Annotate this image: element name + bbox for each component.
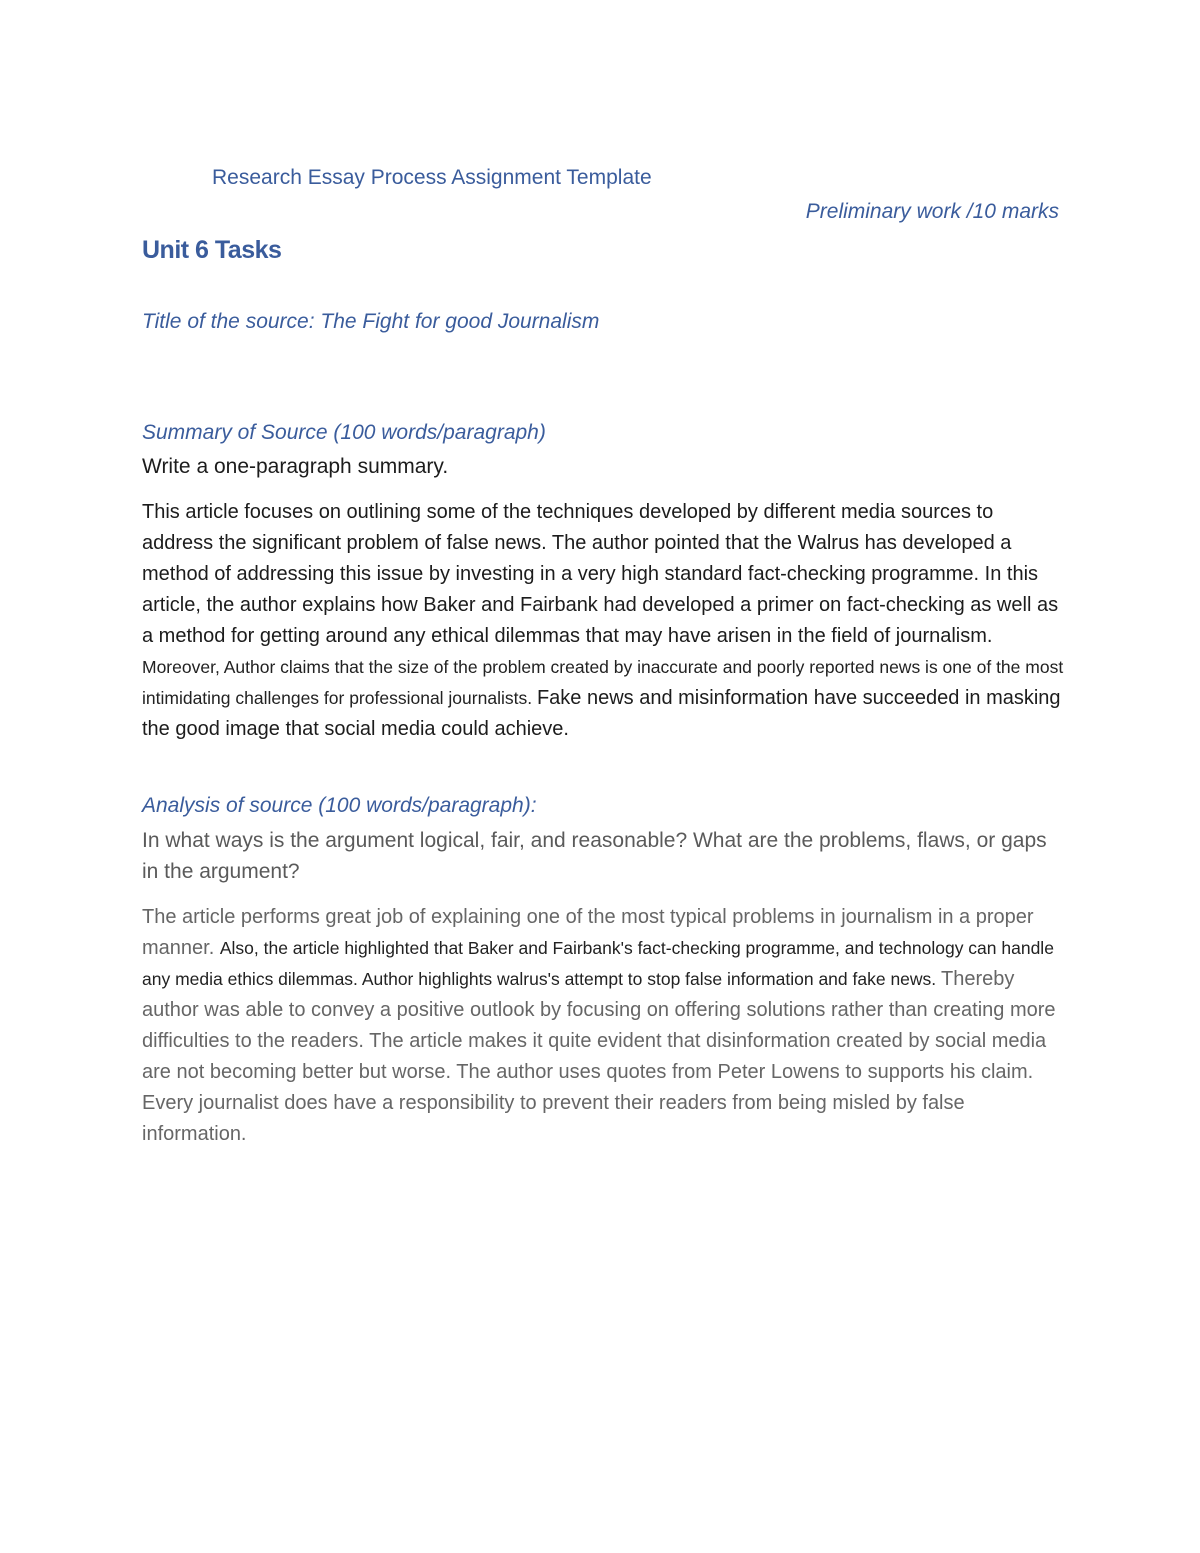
analysis-section-label: Analysis of source (100 words/paragraph):	[142, 794, 537, 817]
analysis-text-part: Thereby author was able to convey a positive outlook by focusing on offering solutions rather than creating more difficulties to the readers. The article makes it quite evident that disinformation created by social media are not becoming better but worse. The author uses quotes from Peter Lowens to supports his claim. Every journalist does have a responsibility to prevent their readers from being misled by false information.	[142, 968, 1056, 1145]
summary-paragraph	[142, 497, 1067, 745]
summary-text-part: This article focuses on outlining some of the techniques developed by different media sources to address the significant problem of false news. The author pointed that the Walrus has developed a method of addressing this issue by investing in a very high standard fact-checking programme. In this article, the author explains how Baker and Fairbank had developed a primer on fact-checking as well as a method for getting around any ethical dilemmas that may have arisen in the field of journalism.	[142, 501, 1059, 647]
summary-section-label: Summary of Source (100 words/paragraph)	[142, 421, 546, 444]
summary-text-part: Fake news and misinformation have succeeded in masking the good image that social media could achieve.	[142, 687, 1061, 740]
source-title: Title of the source: The Fight for good Journalism	[142, 310, 600, 333]
analysis-prompt: In what ways is the argument logical, fair, and reasonable? What are the problems, flaws, or gaps in the argument?	[142, 829, 1047, 883]
unit-heading: Unit 6 Tasks	[142, 236, 282, 264]
analysis-text-part: The article performs great job of explaining one of the most typical problems in journalism in a proper manner.	[142, 906, 1034, 959]
analysis-text-part: Also, the article highlighted that Baker and Fairbank's fact-checking programme, and technology can handle any media ethics dilemmas. Author highlights walrus's attempt to stop false information and fake news.	[142, 938, 1054, 989]
summary-prompt: Write a one-paragraph summary.	[142, 455, 449, 478]
summary-text-part: Moreover, Author claims that the size of the problem created by inaccurate and poorly reported news is one of the most intimidating challenges for professional journalists.	[142, 657, 1064, 708]
document-header-title: Research Essay Process Assignment Template	[212, 166, 652, 189]
analysis-paragraph	[142, 902, 1067, 1150]
preliminary-marks-label: Preliminary work /10 marks	[805, 200, 1059, 223]
